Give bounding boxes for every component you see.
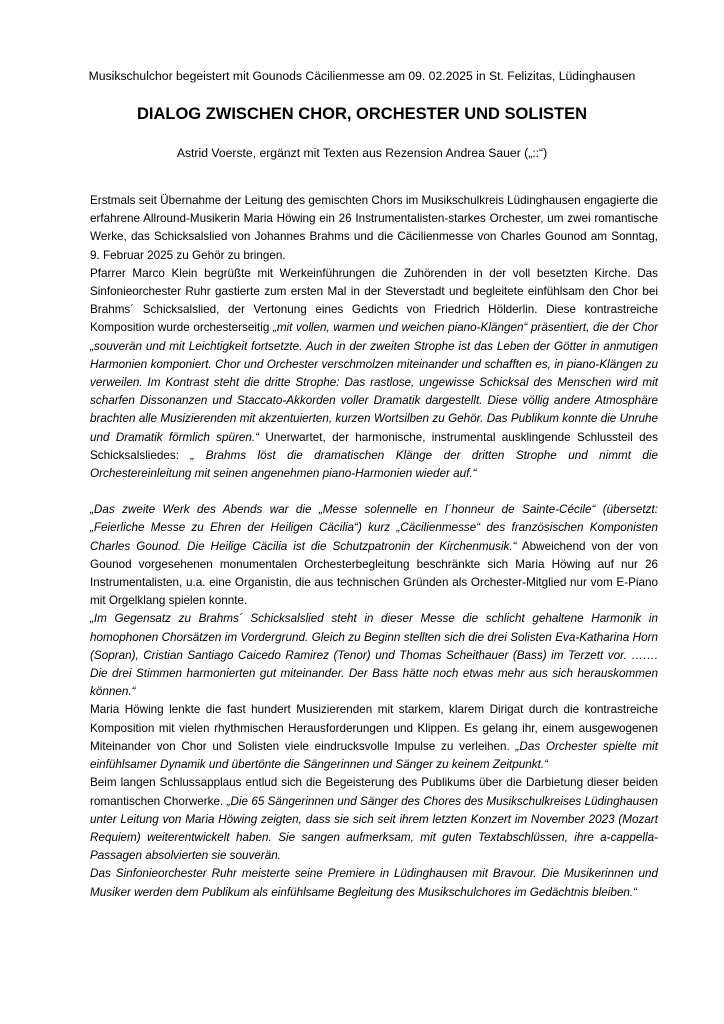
- quote-text: „Im Gegensatz zu Brahms´ Schicksalslied steht in dieser Messe die schlicht gehaltene Harmonik in homophonen Chorsätzen im Vordergrund. Gleich zu Beginn stellten sich die drei Solisten Eva-Katharina Horn (Sopran), Cristian Santiago Caicedo Ramirez (Tenor) und Thomas Scheithauer (Bass) im Terzett vor. ……. Die drei Stimmen harmonierten gut miteinander. Der Bass hätte noch etwas mehr aus sich herauskommen können.“: [90, 612, 658, 699]
- quote-text: „Das Orchester spielte mit einfühlsamer Dynamik und übertönte die Sängerinnen und Sänger zu keinem Zeitpunkt.“: [90, 739, 658, 772]
- paragraph-7: [90, 865, 658, 901]
- paragraph-5: [90, 701, 658, 774]
- quote-text: „Das zweite Werk des Abends war die „Messe solennelle en l´honneur de Sainte-Cécile“ (übersetzt: „Feierliche Messe zu Ehren der Heiligen Cäcilia“) kurz „Cäcilienmesse“ des französischen Komponisten Charles Gounod. Die Heilige Cäcilia ist die Schutzpatronin der Kirchenmusik.“: [90, 503, 658, 553]
- body-text: Maria Höwing lenkte die fast hundert Musizierenden mit starkem, klarem Dirigat durch die kontrastreiche Komposition mit vielen rhythmischen Herausforderungen und Klippen. Es gelang ihr, einem ausgewogenen Miteinander von Chor und Solisten viele eindrucksvolle Impulse zu verleihen.: [90, 703, 658, 753]
- body-text: Pfarrer Marco Klein begrüßte mit Werkeinführungen die Zuhörenden in der voll besetzten Kirche. Das Sinfonieorchester Ruhr gastierte zum ersten Mal in der Steverstadt und begleitete einfühlsam den Chor bei Brahms´ Schicksalslied, der Vertonung eines Gedichts von Friedrich Hölderlin. Diese kontrastreiche Komposition wurde orchesterseitig: [90, 266, 658, 335]
- quote-text: „ Brahms löst die dramatischen Klänge der dritten Strophe und nimmt die Orchestereinleitung mit seinen angenehmen piano-Harmonien wieder auf.“: [90, 448, 658, 481]
- body-text: Erstmals seit Übernahme der Leitung des gemischten Chors im Musikschulkreis Lüdinghausen engagierte die erfahrene Allround-Musikerin Maria Höwing ein 26 Instrumentalisten-starkes Orchester, um zwei romantische Werke, das Schicksalslied von Johannes Brahms und die Cäcilienmesse von Charles Gounod am Sonntag, 9. Februar 2025 zu Gehör zu bringen.: [90, 194, 658, 262]
- quote-text: „mit vollen, warmen und weichen piano-Klängen“ präsentiert, die der Chor „souverän und mit Leichtigkeit fortsetzte. Auch in der zweiten Strophe ist das Leben der Götter in anmutigen Harmonien komponiert. Chor und Orchester verschmolzen miteinander und schafften es, in piano-Klängen zu verweilen. Im Kontrast steht die dritte Strophe: Das rastlose, ungewisse Schicksal des Menschen wird mit scharfen Dissonanzen und Staccato-Akkorden voller Dramatik dargestellt. Diese völlig andere Atmosphäre brachten alle Musizierenden mit akzentuierten, kurzen Wortsilben zu Gehör. Das Publikum konnte die Unruhe und Dramatik förmlich spüren.“: [90, 321, 658, 444]
- paragraph-2: [90, 265, 658, 483]
- body-text: Abweichend von der von Gounod vorgesehenen monumentalen Orchesterbegleitung beschränkte sich Maria Höwing auf nur 26 Instrumentalisten, u.a. eine Organistin, die aus technischen Gründen als Orchester-Mitglied nur vom E-Piano mit Orgelklang spielen konnte.: [90, 539, 659, 608]
- event-line: Musikschulchor begeistert mit Gounods Cäcilienmesse am 09. 02.2025 in St. Felizitas, Lüdinghausen: [88, 69, 636, 83]
- paragraph-1: [90, 192, 658, 265]
- paragraph-3: [90, 501, 658, 610]
- quote-text: „Die 65 Sängerinnen und Sänger des Chores des Musikschulkreises Lüdinghausen unter Leitung von Maria Höwing zeigten, dass sie sich seit ihrem letzten Konzert im November 2023 (Mozart Requiem) weiterentwickelt haben. Sie sangen aufmerksam, mit guten Textabschlüssen, ihre a-cappella-Passagen absolvierten sie souverän.: [90, 794, 658, 863]
- paragraph-4: [90, 610, 658, 701]
- article-body: [90, 192, 658, 902]
- quote-text: Das Sinfonieorchester Ruhr meisterte seine Premiere in Lüdinghausen mit Bravour. Die Musikerinnen und Musiker werden dem Publikum als einfühlsame Begleitung des Musikschulchores im Gedächtnis bleiben.“: [90, 867, 658, 899]
- byline: Astrid Voerste, ergänzt mit Texten aus Rezension Andrea Sauer („::“): [176, 146, 548, 160]
- body-text: Beim langen Schlussapplaus entlud sich die Begeisterung des Publikums über die Darbietung dieser beiden romantischen Chorwerke.: [90, 776, 658, 808]
- paragraph-6: [90, 774, 658, 865]
- body-text: Unerwartet, der harmonische, instrumental ausklingende Schlussteil des Schicksalsliedes:: [90, 430, 658, 462]
- page-title: DIALOG ZWISCHEN CHOR, ORCHESTER UND SOLISTEN: [136, 105, 588, 123]
